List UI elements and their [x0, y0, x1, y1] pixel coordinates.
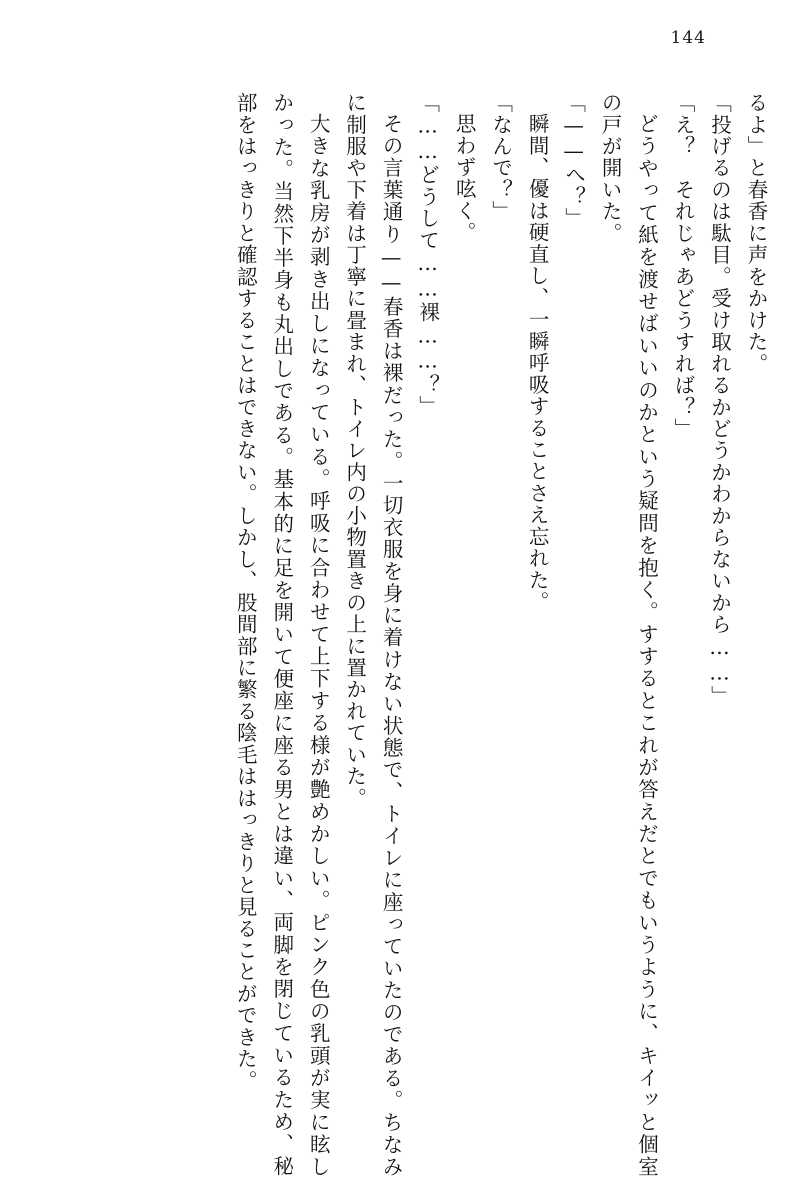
paragraph: どうやって紙を渡せばいいのかという疑問を抱く。すするとこれが答えだとでもいうように、キイッと個室の戸が開いた。: [598, 92, 659, 1177]
paragraph: 「なんで？」: [488, 92, 513, 223]
paragraph: るよ」と春香に声をかけた。: [744, 92, 768, 375]
paragraph: 思わず呟く。: [452, 112, 477, 243]
paragraph: 「……どうして……裸……？」: [415, 92, 440, 418]
page-number: 144: [670, 28, 706, 48]
paragraph: 「え？ それじゃあどうすれば？」: [671, 92, 696, 440]
paragraph: 瞬間、優は硬直し、一瞬呼吸することさえ忘れた。: [525, 112, 550, 613]
paragraph: 「投げるのは駄目。受け取れるかどうかわからないから……」: [707, 92, 732, 708]
paragraph: 大きな乳房が剥き出しになっている。呼吸に合わせて上下する様が艶めかしい。ピンク色の乳頭が実に眩しかった。当然下半身も丸出しである。基本的に足を開いて便座に座る男とは違い、両脚を閉じているため、秘部をはっきりと確認することはできない。しかし、股間部に繁る陰毛ははっきりと見ることができた。: [233, 92, 331, 1177]
paragraph: 「——へ？」: [561, 92, 586, 230]
paragraph: その言葉通り——春香は裸だった。一切衣服を身に着けない状態で、トイレに座っていたのである。ちなみに制服や下着は丁寧に畳まれ、トイレ内の小物置きの上に置かれていた。: [342, 92, 404, 1177]
page-body-text: [28, 92, 774, 1177]
